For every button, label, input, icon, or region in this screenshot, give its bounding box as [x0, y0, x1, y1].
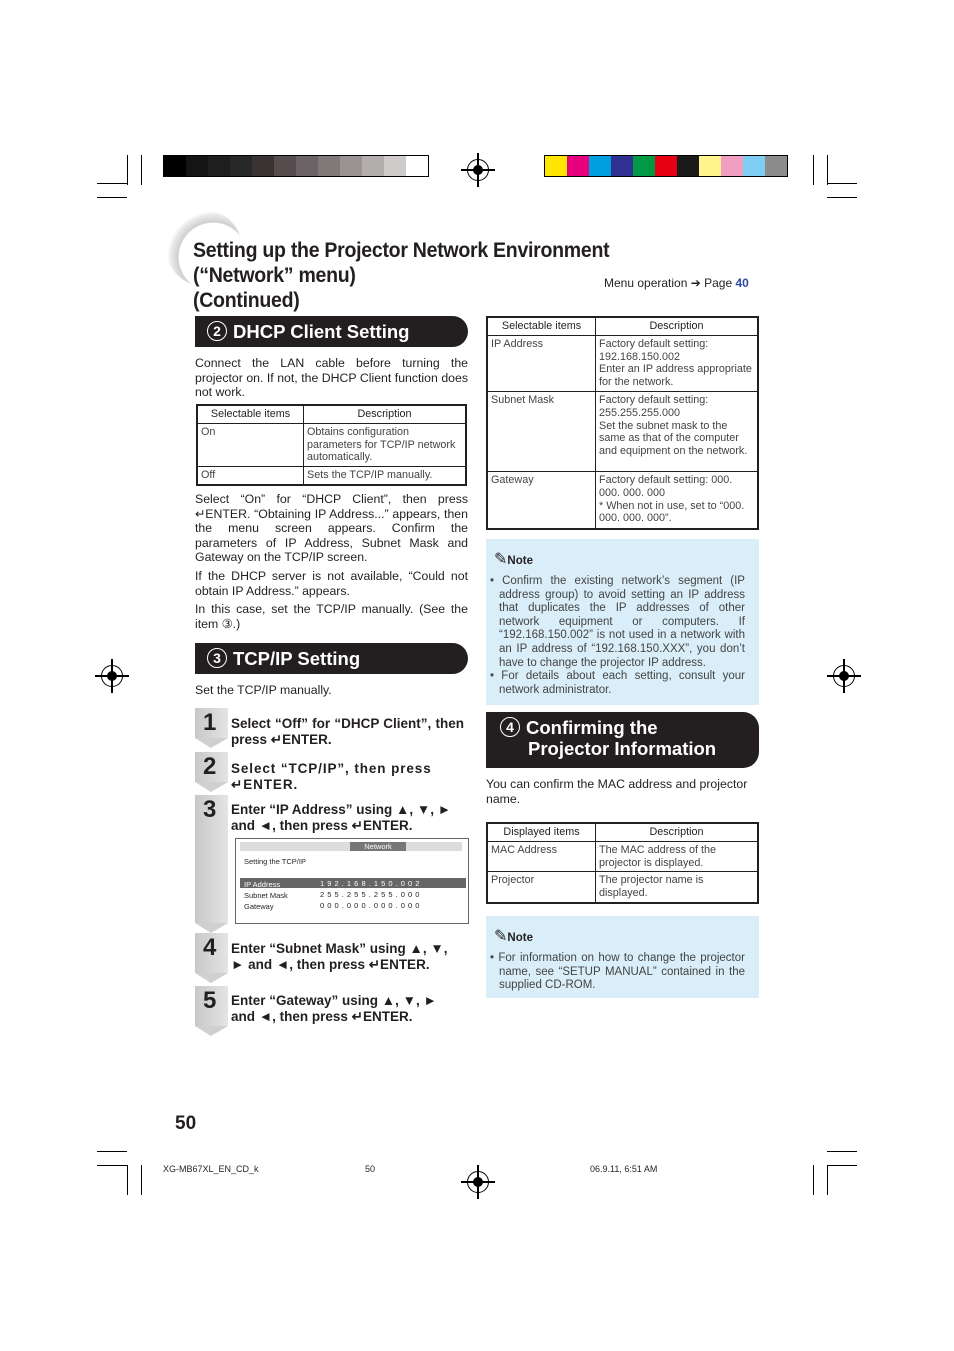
table-row: On Obtains configuration parameters for TCP/IP network automatically. — [197, 423, 466, 466]
note-title: ✎Note — [494, 928, 533, 945]
note-item: • For information on how to change the projector name, see “SETUP MANUAL” contained in the supplied CD-ROM. — [490, 952, 745, 992]
color-swatch — [296, 156, 318, 176]
step-text: Enter “Gateway” using ▲, ▼, ► and ◄, then press ↵ENTER. — [231, 993, 437, 1024]
crop-mark — [813, 155, 814, 185]
screen-title: Setting the TCP/IP — [244, 857, 306, 866]
section-heading-dhcp: 2 DHCP Client Setting — [195, 316, 468, 347]
crop-mark — [127, 155, 128, 185]
dhcp-paragraph: In this case, set the TCP/IP manually. (See the item ③.) — [195, 602, 468, 631]
color-swatch — [208, 156, 230, 176]
step-text: Enter “IP Address” using ▲, ▼, ► and ◄, then press ↵ENTER. — [231, 802, 452, 833]
crop-mark — [827, 1151, 857, 1152]
note-box — [486, 539, 759, 705]
color-swatch — [164, 156, 186, 176]
tcpip-intro: Set the TCP/IP manually. — [195, 683, 332, 697]
color-swatch — [655, 156, 677, 176]
step-number: 5 — [203, 987, 217, 1014]
section-number-icon: 3 — [207, 648, 227, 668]
registration-mark-icon — [467, 1171, 489, 1193]
table-row: MAC Address The MAC address of the projector is displayed. — [487, 841, 758, 872]
crop-mark — [97, 1165, 127, 1166]
section-heading-confirm: 4 Confirming the Projector Information — [486, 712, 759, 768]
screen-label: Gateway — [244, 902, 274, 911]
table-row: IP Address Factory default setting: 192.168.150.002 Enter an IP address appropriate for the network. — [487, 335, 758, 391]
footer-page: 50 — [365, 1164, 376, 1174]
dhcp-paragraph: If the DHCP server is not available, “Could not obtain IP Address.” appears. — [195, 569, 468, 598]
note-box — [486, 916, 759, 998]
color-swatch — [340, 156, 362, 176]
note-title: ✎Note — [494, 551, 533, 568]
step-number: 1 — [203, 709, 217, 736]
step-text: Select “Off” for “DHCP Client”, then press ↵ENTER. — [231, 716, 464, 747]
dhcp-table: Selectable items Description On Obtains configuration parameters for TCP/IP network automatically. Off Sets the TCP/IP manually. — [196, 404, 467, 486]
color-swatch — [384, 156, 406, 176]
grayscale-bar — [163, 155, 429, 177]
screen-value: 2 5 5 . 2 5 5 . 2 5 5 . 0 0 0 — [320, 890, 420, 899]
crop-mark — [97, 183, 127, 184]
color-swatch — [252, 156, 274, 176]
note-item: • For details about each setting, consult your network administrator. — [490, 670, 745, 696]
screen-value: 1 9 2 . 1 6 8 . 1 5 0 . 0 0 2 — [320, 879, 420, 888]
menu-operation-ref: Menu operation ➔ Page 40 — [604, 276, 749, 290]
pencil-icon: ✎ — [494, 928, 508, 945]
tcpip-screen-image — [235, 838, 469, 924]
color-swatch — [567, 156, 589, 176]
step-number: 3 — [203, 796, 217, 823]
color-swatch — [721, 156, 743, 176]
section-heading-tcpip: 3 TCP/IP Setting — [195, 643, 468, 674]
screen-label: Subnet Mask — [244, 891, 288, 900]
screen-value: 0 0 0 . 0 0 0 . 0 0 0 . 0 0 0 — [320, 901, 420, 910]
pencil-icon: ✎ — [494, 551, 508, 568]
tcpip-table: Selectable items Description IP Address Factory default setting: 192.168.150.002 Enter an IP address appropriate for the network. Subnet Mask Factory default setting: 255.255.255.000 Set the subnet mask to the same as that of the computer and equipment on the network. Gateway Factory default setting: 000. 000. 000. 000 * When not in use, set to “000. 000. 000. 000”. — [486, 316, 759, 530]
table-row: Subnet Mask Factory default setting: 255.255.255.000 Set the subnet mask to the same as that of the computer and equipment on the network. — [487, 391, 758, 471]
color-swatch — [699, 156, 721, 176]
screen-tab: Network — [350, 842, 406, 851]
color-swatch — [765, 156, 787, 176]
crop-mark — [827, 183, 857, 184]
crop-mark — [127, 1165, 128, 1195]
color-swatch — [633, 156, 655, 176]
color-swatch — [743, 156, 765, 176]
page-title: Setting up the Projector Network Environment (“Network” menu) (Continued) — [193, 239, 610, 312]
color-swatch — [406, 156, 428, 176]
step-text: Select “TCP/IP”, then press ↵ENTER. — [231, 761, 432, 792]
dhcp-intro: Connect the LAN cable before turning the projector on. If not, the DHCP Client function does not work. — [195, 356, 468, 399]
crop-mark — [813, 1165, 814, 1195]
crop-mark — [827, 1165, 828, 1195]
crop-mark — [827, 155, 828, 185]
step-number: 4 — [203, 934, 217, 961]
color-swatch — [545, 156, 567, 176]
section-number-icon: 2 — [207, 321, 227, 341]
footer-file: XG-MB67XL_EN_CD_k — [163, 1164, 259, 1174]
color-swatch — [677, 156, 699, 176]
crop-mark — [97, 197, 127, 198]
crop-mark — [141, 155, 142, 185]
step-number: 2 — [203, 753, 217, 780]
footer-date: 06.9.11, 6:51 AM — [590, 1164, 658, 1174]
confirm-table: Displayed items Description MAC Address The MAC address of the projector is displayed. Projector The projector name is displayed. — [486, 822, 759, 904]
crop-mark — [141, 1165, 142, 1195]
screen-label: IP Address — [244, 880, 281, 889]
section-number-icon: 4 — [500, 717, 520, 737]
color-swatch — [589, 156, 611, 176]
color-swatch — [362, 156, 384, 176]
color-swatch — [186, 156, 208, 176]
note-item: • Confirm the existing network’s segment (IP address group) to avoid setting an IP address that duplicates the IP addresses of other network equipment or computers. If “192.168.150.002” is not used in a network with an IP address of “192.168.150.XXX”, you don’t have to change the projector IP address. — [490, 575, 745, 669]
table-row: Projector The projector name is displayed. — [487, 872, 758, 903]
color-swatch — [318, 156, 340, 176]
color-swatch — [230, 156, 252, 176]
color-bar — [544, 155, 788, 177]
crop-mark — [97, 1151, 127, 1152]
page-number: 50 — [175, 1113, 197, 1134]
crop-mark — [827, 1165, 857, 1166]
registration-mark-icon — [467, 159, 489, 181]
table-row: Off Sets the TCP/IP manually. — [197, 467, 466, 485]
page-link[interactable]: 40 — [735, 276, 749, 290]
table-row: Gateway Factory default setting: 000. 000. 000. 000 * When not in use, set to “000. 000. 000. 000”. — [487, 471, 758, 529]
registration-mark-icon — [101, 665, 123, 687]
color-swatch — [611, 156, 633, 176]
confirm-intro: You can confirm the MAC address and projector name. — [486, 777, 748, 806]
color-swatch — [274, 156, 296, 176]
step-text: Enter “Subnet Mask” using ▲, ▼, ► and ◄, then press ↵ENTER. — [231, 941, 448, 972]
crop-mark — [827, 197, 857, 198]
registration-mark-icon — [833, 665, 855, 687]
dhcp-paragraph: Select “On” for “DHCP Client”, then press ↵ENTER. “Obtaining IP Address...” appears, then the menu screen appears. Confirm the parameters of IP Address, Subnet Mask and Gateway on the TCP/IP screen. — [195, 492, 468, 564]
